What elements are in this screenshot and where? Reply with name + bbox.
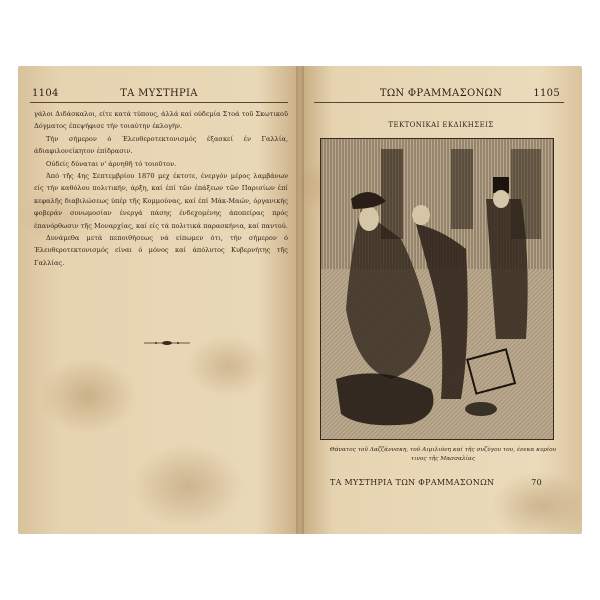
paragraph: Άπό τῆς 4ης Σεπτεμβρίου 1870 μεχ έκτοτε, ένεργόν μέρος λαμβάνων είς τήν καθόλου πολιτικήν, άρξη, καί έπί τῶν έπάξεων τῶν Παρισίων έπί κεφαλῆς διαβιλώσεως ύπέρ τῆς Κομμούνας, καί έπί Μάκ-Μαών, όργανικής φοβεράν συνωμοσίαν ένεργά πάσης ένδεχομένης άποπείρας πρός έπανόρθωσιν τῆς Μοναρχίας, καί είς τά πολιτικά παρασκήνια, καί παντού. <box>34 172 288 230</box>
right-page <box>300 66 582 534</box>
engraving-illustration <box>320 138 554 440</box>
left-header-rule <box>30 102 288 103</box>
plate-title: ΤΕΚΤΟΝΙΚΑΙ ΕΚΔΙΚΗΣΕΙΣ <box>388 121 494 129</box>
paragraph: Ούδείς δύναται ν' άρνηθῆ τό τοιοῦτον. <box>46 159 177 168</box>
left-body-text <box>34 108 288 269</box>
plate-caption: Θάνατος τοῦ Λαζζάννσκη, τοῦ Αιμιλιόνη καί τῆς συζύγου του, ένεκα κυρίου τινος τῆς Μασσαλίας <box>329 447 557 462</box>
left-page-number: 1104 <box>32 88 59 99</box>
paragraph: Δυνάμεθα μετά πεποιθήσεως νά είπωμεν ότι, τήν σήμερον ό Έλευθεροτεκτονισμός είναι ό μόνος καί άπόλυτος Κυβερνήτης τῆς Γαλλίας. <box>34 234 288 267</box>
right-page-number: 1105 <box>533 88 560 99</box>
paragraph: Τήν σήμερον ό Έλευθεροτεκτονισμός έξασκεί έν Γαλλία, άδιαφιλονείκητον έπίδρασιν. <box>34 134 288 156</box>
left-page <box>18 66 300 534</box>
section-end-ornament <box>144 340 190 346</box>
open-book <box>18 66 582 534</box>
footer-title: ΤΑ ΜΥΣΤΗΡΙΑ ΤΩΝ ΦΡΑΜΜΑΣΟΝΩΝ <box>330 478 495 487</box>
left-running-head: ΤΑ ΜΥΣΤΗΡΙΑ <box>120 88 198 99</box>
paragraph: γάλοι Διδάσκαλοι, είτε κατά τύπους, άλλά καί ούδεμία Στοά τοῦ Σκωτικοῦ Δόγματος έπεψήφισε τήν τοιαύτην έκλογήν. <box>34 110 288 131</box>
right-running-head: ΤΩΝ ΦΡΑΜΜΑΣΟΝΩΝ <box>379 88 503 99</box>
footer-number: 70 <box>531 478 542 487</box>
book-gutter <box>296 66 304 534</box>
right-header-rule <box>314 102 564 103</box>
